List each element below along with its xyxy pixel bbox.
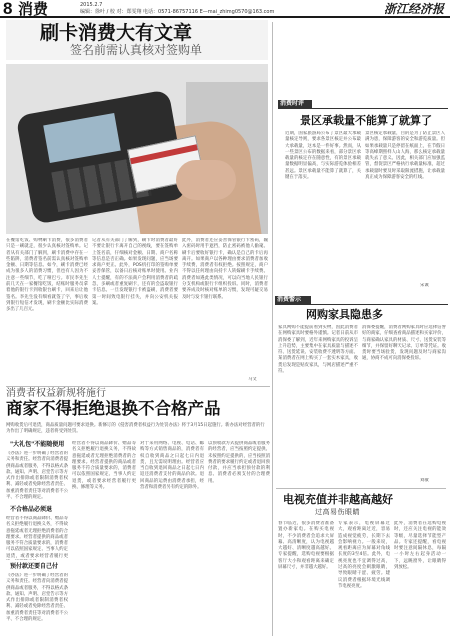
section-divider [276, 488, 446, 489]
bottom-col2: 经营者不得以商品降价、赠品等名义拒绝履行退换义务，不得故意拖延或者无理拒绝消费者的合理要求。经营者提供的商品或者服务不符合质量要求的，消费者可以依照国家规定、当事人约定退货，或者要求经营者履行更 [6, 516, 68, 559]
opinion-col1: 近期，国家旅游局公布了景区最大承载量核定导则，要求各景区核定并公布最大承载量，这本是一件好事。然而，从一些景区公布的数据来看，部分景区承载量的核定存在随意性，有的景区承载量数据明显偏高，与实际游览体验相差甚远。景区承载量不能算了就算了，关键在于落实。 [285, 131, 361, 181]
bottom-col-d: 以预收款方式提供商品或者服务的经营者，应当按照约定提供。未按照约定提供的，应当按照消费者的要求履行约定或者退回预付款，并应当承担预付款的利息、消费者必须支付的合理费用。 [208, 441, 270, 484]
lead-photo [6, 64, 268, 234]
opinion-col2: 景区核定承载量，目的是为了防止景区人满为患，保障游客的安全和游览质量。但如果承载量只是停留在纸面上，在节假日等高峰期照样人山人海，那么核定承载量就失去了意义。因此，相关部门应加强监管，督促景区严格执行承载量标准，超过承载量时要及时采取限流措施，让承载量真正成为保障游客安全的红线。 [365, 131, 445, 181]
lead-article-byline: 马文 [248, 377, 257, 382]
bottom-top-rule [6, 386, 270, 387]
bottom-subhead-3: 预付款还要自己付 [10, 563, 59, 570]
bottom-col-b: 经营者不得以商品降价、赠品等名义拒绝履行退换义务，不得故意拖延或者无理拒绝消费者的合理要求。经营者提供的商品或者服务不符合质量要求的，消费者可以依照国家规定、当事人约定退货，或者要求经营者履行更换、修理等义务。 [72, 441, 136, 491]
tv-title: 电视充值并非越高越好 [283, 493, 393, 506]
lead-article-title: 刷卡消费大有文章 [40, 22, 193, 44]
lead-article-subtitle: 签名前需认真核对签购单 [70, 43, 203, 57]
tv-subtitle: 过高易伤眼睛 [315, 508, 360, 516]
lead-article-col2: 记者从有关部门了解到，刷卡时消费者最好不要让银行卡离开自己的视线，要在签购单上签名前，仔细核对金额、日期、商户名称等信息是否正确。如果发现问题，应当场要求商户更正。此外，POS机打印的签购单要妥善保管，以备日后核对账单时使用。业内人士提醒，有的不法商户会利用消费者的疏忽，多刷或者重复刷卡，还有的会盗取银行卡信息。一旦发现银行卡被盗刷，消费者要第一时间致电银行挂失，并向公安机关报案。 [92, 238, 178, 306]
column-divider [272, 22, 273, 636]
tv-col1: 春节临近，很多消费者准备置办新家电。在购买电视时，不少消费者会追求大屏幕、高清晰度，认为电视越大越好、清晰度越高越好。专家提醒，选购电视要根据客厅大小和观看距离来确定屏幕尺寸，并非越大越好。 [278, 521, 334, 571]
tv-col3: 此外，消费者在选购电视时，还应关注电视的能效等级，尽量选择节能型产品。专家还提醒，看电视时要注意间隔休息，每隔一小时左右起身活动一下，远眺窗外，让眼睛得到放松。 [394, 521, 446, 571]
tv-col2: 专家表示，电视屏幕过大，观看距离过近，容易造成视觉疲劳，长期下去会影响视力。一般来说，观看距离应为屏幕对角线长度的3至4倍。此外，电视亮度也不宜调得过高，过高的亮度会刺激眼睛，导致眼睛干涩、疲劳。建议消费者根据环境光线调节电视亮度。 [338, 521, 390, 589]
masthead [0, 0, 450, 18]
photo-hand [176, 160, 236, 200]
bottom-col-c: 对于采用网络、电视、电话、邮购等方式销售商品的，消费者有权自收到商品之日起七日内退货，且无需说明理由。经营者应当自收到退回商品之日起七日内返还消费者支付的商品价款。退回商品的运费由消费者承担，经营者和消费者另有约定的除外。 [140, 441, 204, 491]
bottom-subhead-2: 不合格品必须退 [10, 506, 53, 513]
bottom-article-kicker: 消费者权益新规将施行 [6, 388, 106, 399]
lead-article-col3: 此外，消费者还应妥善保管银行卡密码，输入密码时用手遮挡，防止密码被他人偷窥。刷卡后要收好银行卡，确认是自己的卡后再离开。如果商户以各种理由要求消费者加收手续费，消费者有权拒绝。按照规定，商户不得以任何理由向持卡人转嫁刷卡手续费。消费者如遇此类情况，可以向当地人民银行分支机构或银行卡组织投诉。同时，消费者要养成及时核对账单的习惯，发现可疑交易及时与发卡银行联系。 [182, 238, 268, 300]
furniture-title: 网购家具隐患多 [306, 308, 383, 321]
bottom-article-title: 商家不得拒绝退换不合格产品 [6, 399, 221, 418]
masthead-date: 2015.2.7 [80, 2, 103, 8]
lead-article-col1: 在餐馆吃饭、购物刷卡消费，很多消费者只是一刷就走，很少认真核对签购单。记者从有关部门了解到，刷卡消费中存在一些陷阱，消费者签名前需认真核对签购单金额、日期等信息。如今，刷卡消费已经成为很多人的消费习惯，但也有人因为不注意一些细节，吃了哑巴亏。市民李先生前几天在一家餐馆吃饭，结账时服务员拿着他的银行卡到收银台刷卡，回来后让他签名。李先生没有细看就签了字，事后收到银行短信才发现，刷卡金额比实际消费多出了几百元。 [6, 238, 88, 313]
furniture-col2: 消保委提醒，消费者网购家具时应选择信誉好的商家，仔细查看商品描述和买家评价，与商家确认家具的材质、尺寸、送货安装等细节，并保留好聊天记录、订单等凭证。收货时要当场验货，发现问题及时与商家沟通，协商不成可向消保委投诉。 [362, 325, 446, 362]
bottom-subhead-1: "大礼包"不能随便用 [10, 441, 65, 448]
bottom-article-lead: 网购收货后可退货，商品质量问题可要求退换。新修订的《侵害消费者权益行为处罚办法》将于3月15日起施行。新办法对经营者的行为作出了明确规定，违者将受到处罚。 [6, 423, 265, 435]
opinion-byline: 宋诚 [420, 283, 429, 288]
bottom-col1: 《办法》进一步明确了经营者的义务和责任。经营者向消费者提供商品或者服务，不得以格式条款、通知、声明、店堂告示等方式作出排除或者限制消费者权利、减轻或者免除经营者责任、加重消费者责任等对消费者不公平、不合理的规定。 [6, 451, 68, 501]
masthead-contact: 编辑：徐叶 / 校 对：郑雯翔 电话：0571-86757116 E—mai_zhimg0570@163.com [80, 9, 275, 15]
page-number: 8 [3, 0, 13, 18]
bottom-col3: 《办法》进一步明确了经营者的义务和责任。经营者向消费者提供商品或者服务，不得以格式条款、通知、声明、店堂告示等方式作出排除或者限制消费者权利、减轻或者免除经营者责任、加重消费者责任等对消费者不公平、不合理的规定。 [6, 573, 68, 623]
paper-name: 浙江经济报 [383, 2, 444, 16]
furniture-col1: 家具网购不能提前看到实物，因此消费者在网购家具时要格外谨慎。记者日前从市消保委了解到，近年来网购家具的投诉呈上升趋势，主要集中在家具质量与描述不符、送货延误、安装收费不透明等方面。某消费者在网上购买了一套实木家具，收货后发现是贴皮家具，与网店描述严重不符。 [278, 325, 358, 375]
furniture-byline: 刘敏 [420, 478, 429, 483]
opinion-title: 景区承载量不能算了就算了 [300, 114, 432, 127]
warning-tag: 消费警示 [277, 296, 302, 303]
section-name: 消费 [18, 0, 49, 18]
opinion-tag: 消费时评 [280, 100, 305, 107]
masthead-info [80, 2, 274, 16]
